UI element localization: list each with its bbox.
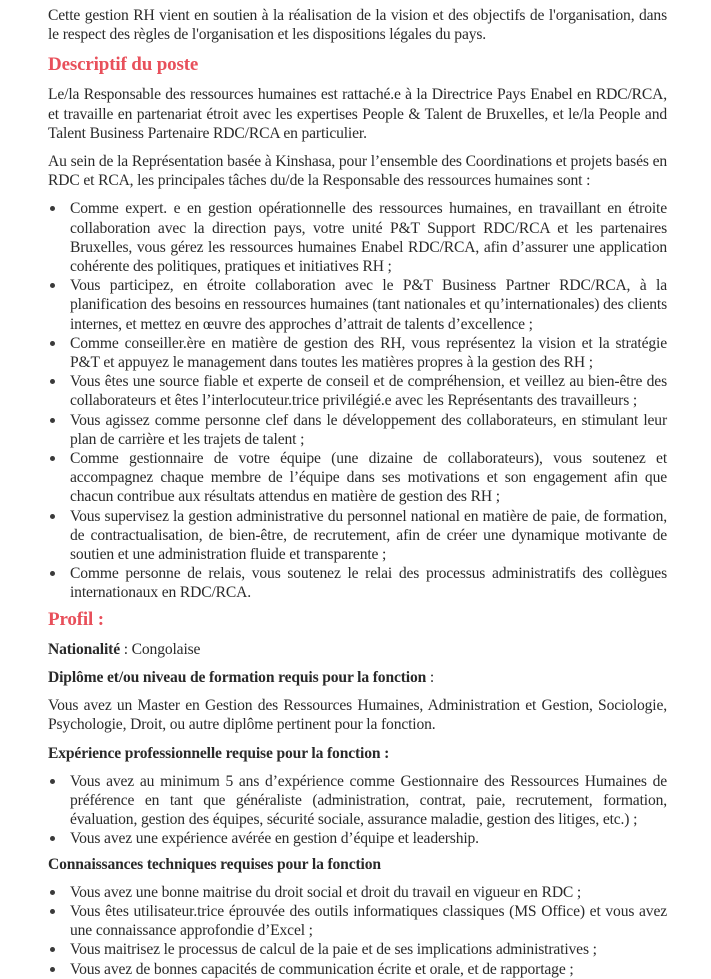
bullet-icon xyxy=(50,514,55,519)
nationalite-label: Nationalité xyxy=(48,640,120,658)
list-item: Vous êtes une source fiable et experte de conseil et de compréhension, et veillez au bien-être des collaborateurs et êtes l’interlocuteur.trice privilégié.e avec les Représentants des travailleurs ; xyxy=(48,372,667,410)
bullet-icon xyxy=(50,779,55,784)
list-item: Vous avez de bonnes capacités de communication écrite et orale, et de rapportage ; xyxy=(48,960,667,979)
connaissances-list xyxy=(48,883,667,979)
section-heading-profil: Profil : xyxy=(48,608,104,630)
list-item: Vous avez au minimum 5 ans d’expérience comme Gestionnaire des Ressources Humaines de préférence en tant que généraliste (administration, contrat, paie, recrutement, formation, évaluation, gestion des équipes, sécurité sociale, assurance maladie, gestion des litiges, etc.) ; xyxy=(48,772,667,830)
nationalite-value: : Congolaise xyxy=(119,640,201,658)
bullet-icon xyxy=(50,890,55,895)
bullet-icon xyxy=(50,967,55,972)
descriptif-paragraph-2: Au sein de la Représentation basée à Kinshasa, pour l’ensemble des Coordinations et projets basés en RDC et RCA, les principales tâches du/de la Responsable des ressources humaines sont : xyxy=(48,153,667,190)
bullet-icon xyxy=(50,571,55,576)
list-item: Comme personne de relais, vous soutenez le relai des processus administratifs des collègues internationaux en RDC/RCA. xyxy=(48,564,667,602)
list-item: Comme expert. e en gestion opérationnelle des ressources humaines, en travaillant en étroite collaboration avec la direction pays, votre unité P&T Support RDC/RCA et les partenaires Bruxelles, vous gérez les ressources humaines Enabel RDC/RCA, afin d’assurer une application cohérente des politiques, pratiques et initiatives RH ; xyxy=(48,199,667,276)
list-item: Vous êtes utilisateur.trice éprouvée des outils informatiques classiques (MS Office) et vous avez une connaissance approfondie d’Excel ; xyxy=(48,902,667,940)
bullet-icon xyxy=(50,456,55,461)
list-item: Vous avez une bonne maitrise du droit social et droit du travail en vigueur en RDC ; xyxy=(48,883,667,902)
bullet-icon xyxy=(50,418,55,423)
list-item: Vous agissez comme personne clef dans le développement des collaborateurs, en stimulant leur plan de carrière et les trajets de talent ; xyxy=(48,411,667,449)
list-item: Vous supervisez la gestion administrative du personnel national en matière de paie, de formation, de contractualisation, de bien-être, de recrutement, afin de créer une dynamique motivante de soutien et une administration fluide et transparente ; xyxy=(48,507,667,565)
section-heading-descriptif: Descriptif du poste xyxy=(48,54,199,76)
bullet-icon xyxy=(50,947,55,952)
diplome-heading: Diplôme et/ou niveau de formation requis pour la fonction xyxy=(48,668,427,686)
nationalite-line xyxy=(48,640,667,659)
experience-list xyxy=(48,772,667,849)
descriptif-paragraph-1: Le/la Responsable des ressources humaines est rattaché.e à la Directrice Pays Enabel en RDC/RCA, et travaille en partenariat étroit avec les expertises People & Talent de Bruxelles, et le/la People and Talent Business Partenaire RDC/RCA en particulier. xyxy=(48,86,667,142)
bullet-icon xyxy=(50,379,55,384)
bullet-icon xyxy=(50,283,55,288)
bullet-icon xyxy=(50,909,55,914)
bullet-icon xyxy=(50,836,55,841)
diplome-heading-suffix: : xyxy=(426,668,435,686)
tasks-list xyxy=(48,199,667,602)
diplome-heading-line xyxy=(48,668,667,687)
list-item: Vous participez, en étroite collaboration avec le P&T Business Partner RDC/RCA, à la planification des besoins en ressources humaines (tant nationales et qu’internationales) des clients internes, et mettez en œuvre des approches d’attrait de talents d’excellence ; xyxy=(48,276,667,334)
experience-heading: Expérience professionnelle requise pour la fonction : xyxy=(48,744,390,762)
list-item: Comme conseiller.ère en matière de gestion des RH, vous représentez la vision et la stratégie P&T et appuyez le management dans toutes les matières propres à la gestion des RH ; xyxy=(48,334,667,372)
bullet-icon xyxy=(50,341,55,346)
connaissances-heading: Connaissances techniques requises pour la fonction xyxy=(48,855,381,873)
diplome-paragraph: Vous avez un Master en Gestion des Ressources Humaines, Administration et Gestion, Sociologie, Psychologie, Droit, ou autre diplôme pertinent pour la fonction. xyxy=(48,697,667,734)
intro-paragraph: Cette gestion RH vient en soutien à la réalisation de la vision et des objectifs de l'organisation, dans le respect des règles de l'organisation et les dispositions légales du pays. xyxy=(48,7,667,44)
list-item: Vous maitrisez le processus de calcul de la paie et de ses implications administratives ; xyxy=(48,940,667,959)
list-item: Comme gestionnaire de votre équipe (une dizaine de collaborateurs), vous soutenez et accompagnez chaque membre de l’équipe dans ses motivations et son engagement afin que chacun contribue aux résultats attendus en matière de gestion des RH ; xyxy=(48,449,667,507)
list-item: Vous avez une expérience avérée en gestion d’équipe et leadership. xyxy=(48,829,667,848)
bullet-icon xyxy=(50,206,55,211)
